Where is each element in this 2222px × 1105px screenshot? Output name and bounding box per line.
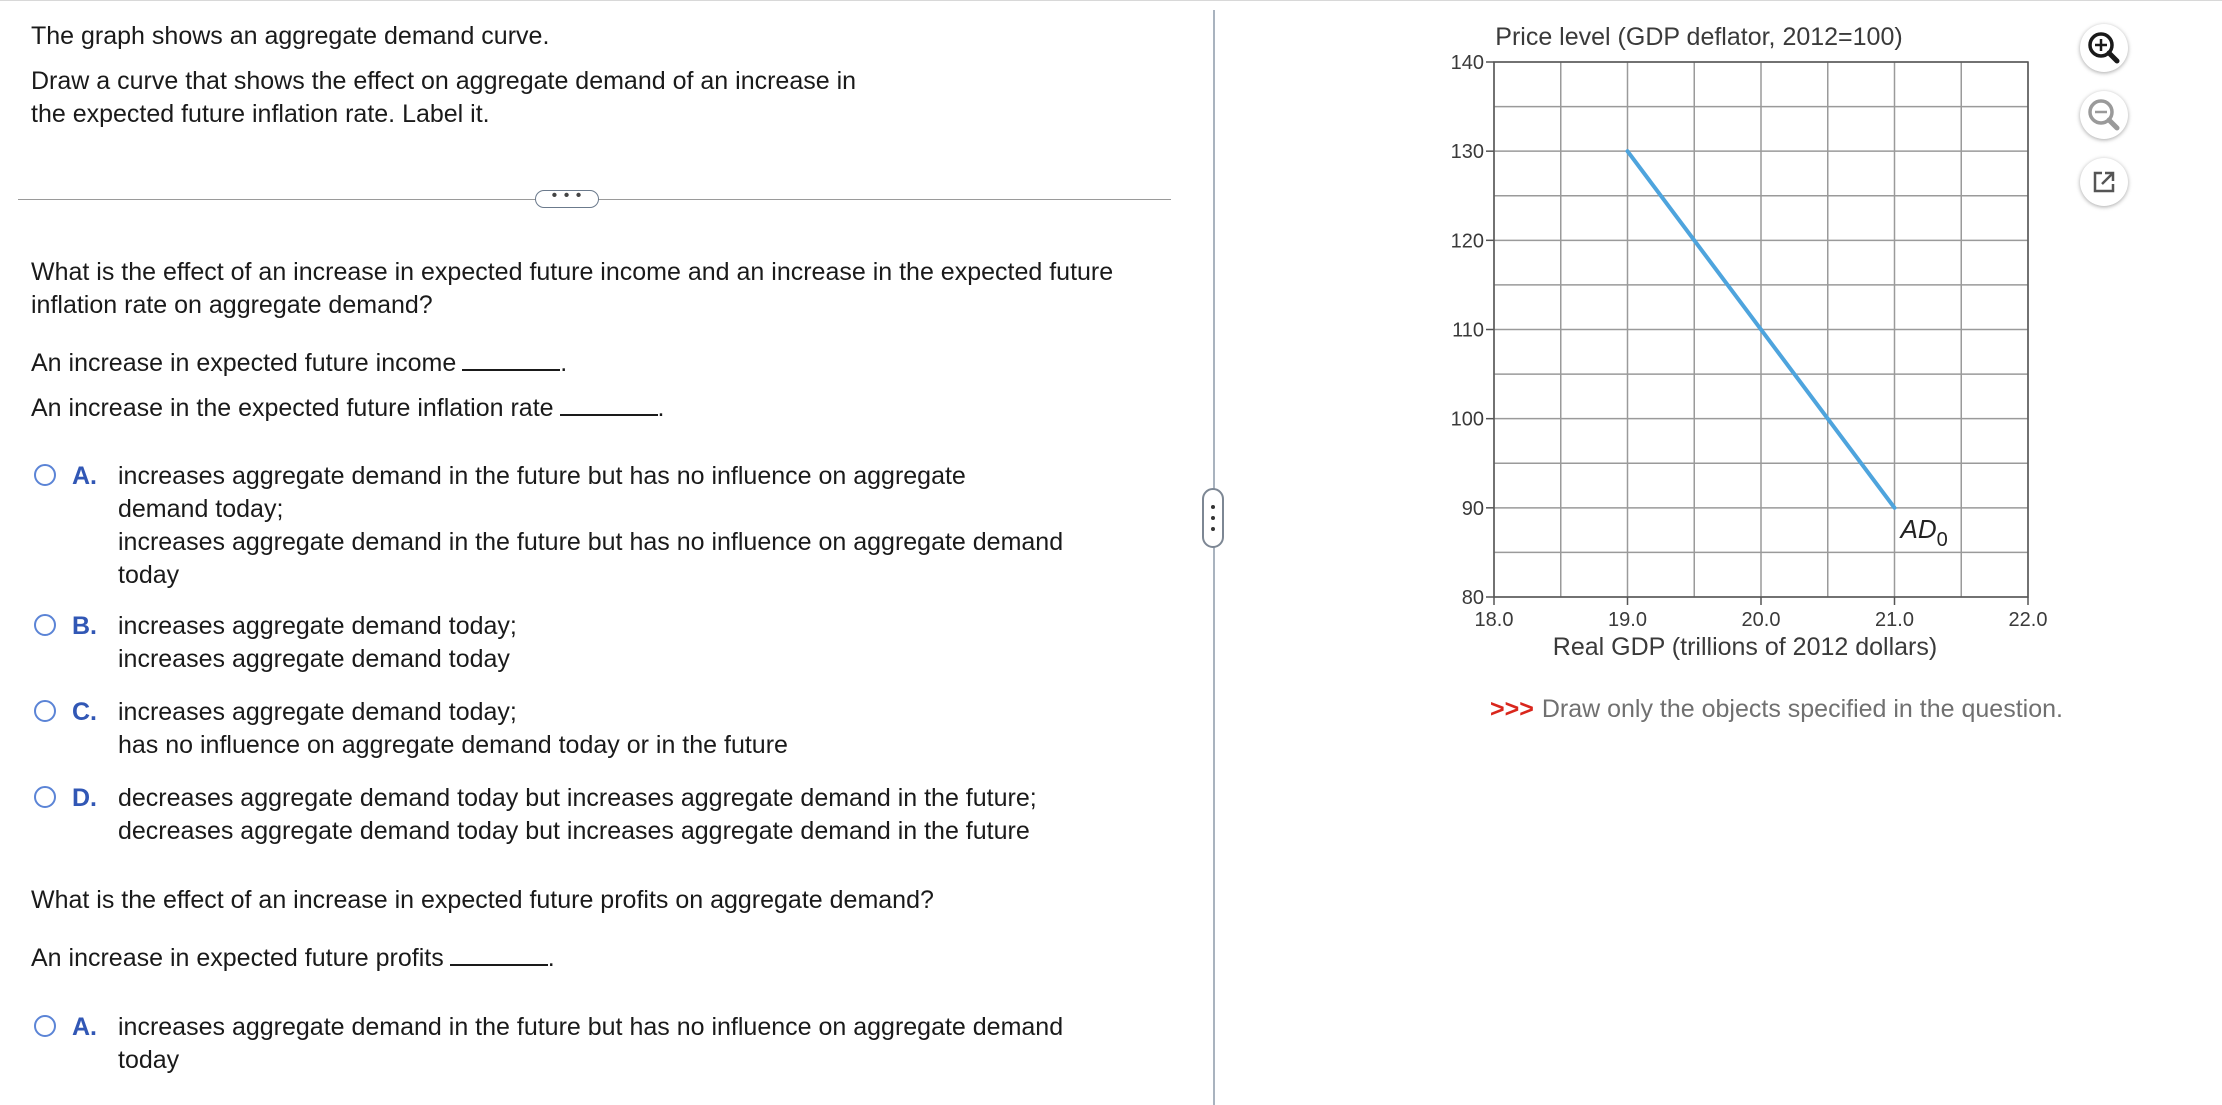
instruction-line-1: Draw a curve that shows the effect on aggregate demand of an increase in [31, 67, 857, 95]
x-tick-label: 21.0 [1875, 609, 1914, 631]
zoom-out-icon [2080, 91, 2128, 139]
intro-text: The graph shows an aggregate demand curve. [31, 22, 550, 50]
x-tick-label: 20.0 [1741, 609, 1781, 631]
y-tick-label: 120 [1450, 230, 1484, 253]
choice-line: increases aggregate demand today [118, 645, 510, 673]
answer-blank-income [462, 349, 560, 371]
choice-line: increases aggregate demand in the future but has no influence on aggregate demand [118, 1013, 1064, 1041]
prompt-profits-text: An increase in expected future profits [31, 944, 444, 972]
choice-text [118, 696, 1168, 762]
note-text: Draw only the objects specified in the question. [1541, 695, 2063, 723]
question-2-line-2: inflation rate on aggregate demand? [31, 291, 433, 319]
aggregate-demand-graph[interactable] [1216, 0, 2222, 680]
y-tick-label: 90 [1461, 497, 1484, 520]
choice-text [118, 1011, 1168, 1077]
zoom-out-button[interactable] [2080, 91, 2128, 139]
choice-letter: A. [72, 1013, 97, 1041]
radio-button[interactable] [34, 464, 56, 486]
graph-pane [1216, 0, 2222, 1105]
y-tick-label: 130 [1450, 141, 1484, 164]
radio-button[interactable] [34, 1015, 56, 1037]
choice-line: decreases aggregate demand today but increases aggregate demand in the future; [118, 784, 1037, 812]
instruction-line-2: the expected future inflation rate. Label it. [31, 100, 490, 128]
note-arrows: >>> [1490, 695, 1534, 723]
period: . [560, 349, 568, 377]
choice-line: increases aggregate demand today; [118, 612, 517, 640]
choice-line: increases aggregate demand in the future but has no influence on aggregate demand [118, 528, 1064, 556]
draw-note [1490, 693, 2063, 726]
ad-curve-label: $AD_0$ [1900, 513, 1948, 551]
period: . [657, 394, 665, 422]
zoom-in-button[interactable] [2080, 24, 2128, 72]
prompt-profits [31, 942, 555, 975]
choice-text [118, 460, 1168, 592]
choice-text [118, 610, 1168, 676]
y-tick-label: 140 [1450, 52, 1484, 74]
zoom-in-icon [2080, 24, 2128, 72]
radio-button[interactable] [34, 786, 56, 808]
grip-dot [1211, 516, 1215, 520]
popout-icon [2080, 158, 2128, 206]
answer-blank-profits [450, 944, 548, 966]
answer-blank-inflation [560, 394, 658, 416]
prompt-income [31, 347, 567, 380]
x-tick-label: 18.0 [1474, 609, 1514, 631]
choice-letter: A. [72, 462, 97, 490]
y-axis-label: Price level (GDP deflator, 2012=100) [1495, 23, 1903, 51]
choice-line: today [118, 1046, 180, 1074]
pane-splitter[interactable] [1213, 10, 1215, 1105]
choice-letter: C. [72, 698, 97, 726]
ad-curve-label-subscript: 0 [1936, 528, 1948, 551]
choice-line: demand today; [118, 495, 284, 523]
grip-dot [1211, 505, 1215, 509]
choice-letter: D. [72, 784, 97, 812]
radio-button[interactable] [34, 614, 56, 636]
choice-line: has no influence on aggregate demand today or in the future [118, 731, 788, 759]
choice-letter: B. [72, 612, 97, 640]
radio-button[interactable] [34, 700, 56, 722]
choice-line: decreases aggregate demand today but increases aggregate demand in the future [118, 817, 1030, 845]
choice-line: increases aggregate demand in the future but has no influence on aggregate [118, 462, 966, 490]
choice-text [118, 782, 1168, 848]
x-tick-label: 19.0 [1608, 609, 1647, 631]
prompt-income-text: An increase in expected future income [31, 349, 457, 377]
grip-dot [1211, 527, 1215, 531]
y-tick-label: 80 [1461, 587, 1484, 609]
period: . [547, 944, 555, 972]
choice-line: today [118, 561, 180, 589]
x-tick-label: 22.0 [2008, 609, 2048, 631]
y-tick-label: 110 [1452, 319, 1484, 342]
choice-line: increases aggregate demand today; [118, 698, 517, 726]
prompt-inflation-text: An increase in the expected future inflation rate [31, 394, 554, 422]
y-tick-label: 100 [1450, 408, 1484, 431]
prompt-inflation [31, 392, 665, 425]
question-2-line-1: What is the effect of an increase in expected future income and an increase in the expected future [31, 258, 1114, 286]
question-3: What is the effect of an increase in expected future profits on aggregate demand? [31, 886, 934, 914]
x-axis-label: Real GDP (trillions of 2012 dollars) [1552, 633, 1938, 661]
popout-button[interactable] [2080, 158, 2128, 206]
expand-button[interactable]: • • • [535, 190, 599, 208]
